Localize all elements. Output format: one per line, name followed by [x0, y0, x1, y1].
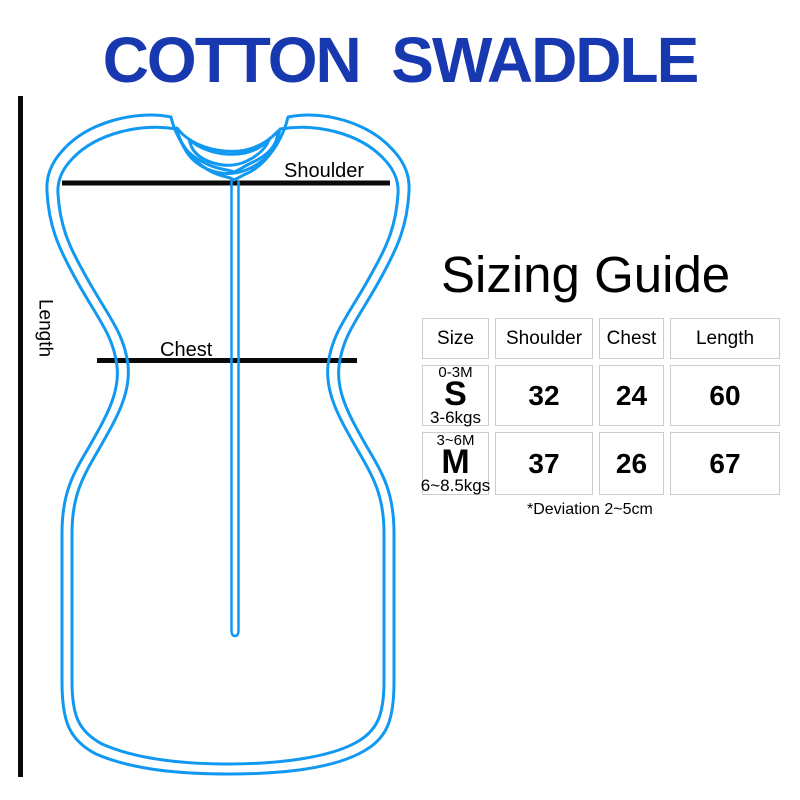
size-m-letter: M	[441, 442, 470, 481]
size-s-weight: 3-6kgs	[429, 407, 482, 427]
swaddle-outline-inner	[58, 127, 398, 764]
length-label: Length	[34, 298, 56, 358]
size-cell-m	[422, 432, 489, 495]
col-header-size: Size	[422, 318, 489, 359]
zipper-line	[232, 181, 239, 636]
col-header-shoulder: Shoulder	[495, 318, 593, 359]
col-header-chest: Chest	[599, 318, 664, 359]
deviation-footnote: *Deviation 2~5cm	[527, 501, 653, 518]
value-m-length: 67	[670, 432, 780, 495]
value-s-chest: 24	[599, 365, 664, 426]
chest-label: Chest	[160, 339, 213, 361]
size-m-weight: 6~8.5kgs	[420, 475, 491, 495]
size-cell-s	[422, 365, 489, 426]
page-title: COTTON SWADDLE	[102, 24, 698, 96]
size-s-letter: S	[444, 374, 467, 413]
col-header-length: Length	[670, 318, 780, 359]
value-s-length: 60	[670, 365, 780, 426]
value-s-shoulder: 32	[495, 365, 593, 426]
value-m-chest: 26	[599, 432, 664, 495]
sizing-table	[422, 318, 780, 495]
value-m-shoulder: 37	[495, 432, 593, 495]
shoulder-label: Shoulder	[284, 160, 365, 182]
sizing-guide-heading: Sizing Guide	[441, 246, 731, 303]
size-s-age: 0-3M	[438, 363, 473, 381]
size-m-age: 3~6M	[436, 431, 475, 449]
